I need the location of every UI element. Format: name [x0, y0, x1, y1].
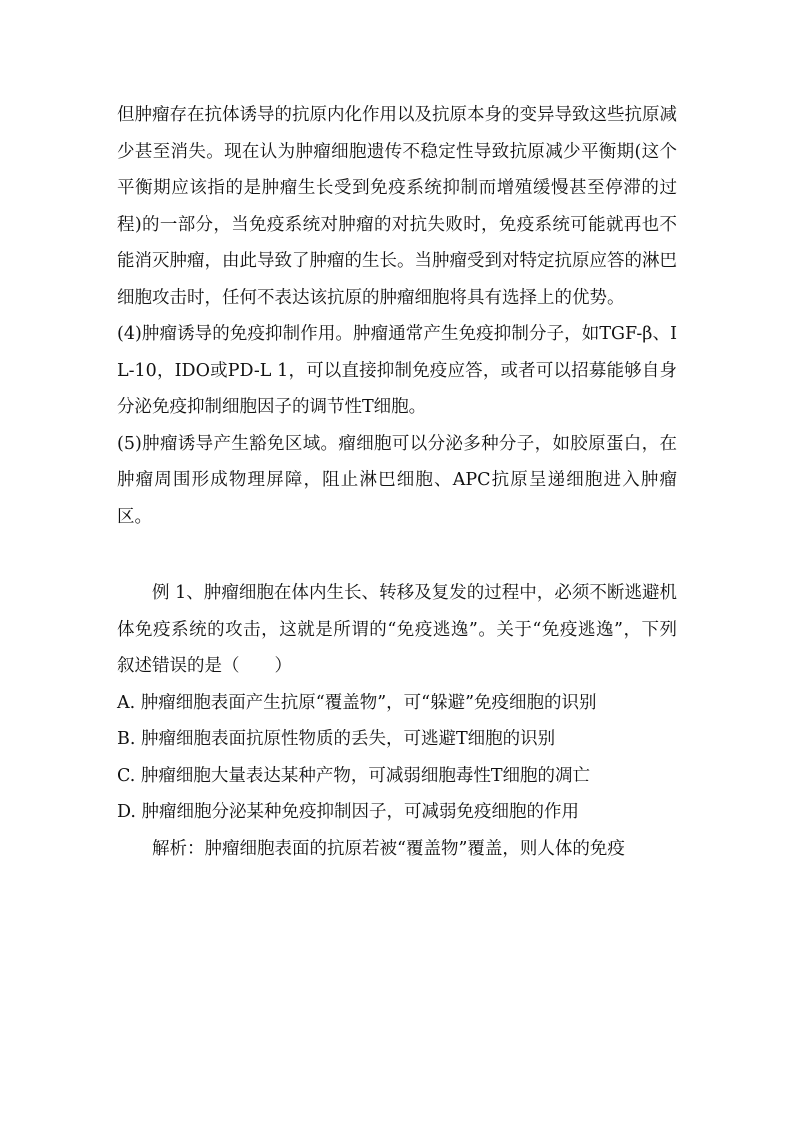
example-question: 例 1、肿瘤细胞在体内生长、转移及复发的过程中，必须不断逃避机体免疫系统的攻击，这就是所谓的“免疫逃逸”。关于“免疫逃逸”，下列叙述错误的是（ ）	[117, 583, 677, 676]
option-d: D. 肿瘤细胞分泌某种免疫抑制因子，可减弱免疫细胞的作用	[117, 802, 580, 822]
option-a: A. 肿瘤细胞表面产生抗原“覆盖物”，可“躲避”免疫细胞的识别	[117, 692, 597, 713]
paragraph-immunosuppression: (4)肿瘤诱导的免疫抑制作用。肿瘤通常产生免疫抑制分子，如TGF-β、IL-10，IDO或PD-L 1，可以直接抑制免疫应答，或者可以招募能够自身分泌免疫抑制细胞因子的调节性T细胞。	[117, 324, 677, 417]
document-page	[117, 97, 677, 867]
paragraph-antigen-loss: 但肿瘤存在抗体诱导的抗原内化作用以及抗原本身的变异导致这些抗原减少甚至消失。现在认为肿瘤细胞遗传不稳定性导致抗原减少平衡期(这个平衡期应该指的是肿瘤生长受到免疫系统抑制而增殖缓慢甚至停滞的过程)的一部分，当免疫系统对肿瘤的对抗失败时，免疫系统可能就再也不能消灭肿瘤，由此导致了肿瘤的生长。当肿瘤受到对特定抗原应答的淋巴细胞攻击时，任何不表达该抗原的肿瘤细胞将具有选择上的优势。	[117, 105, 677, 308]
option-b: B. 肿瘤细胞表面抗原性物质的丢失，可逃避T细胞的识别	[117, 729, 556, 749]
paragraph-immune-privilege: (5)肿瘤诱导产生豁免区域。瘤细胞可以分泌多种分子，如胶原蛋白，在肿瘤周围形成物理屏障，阻止淋巴细胞、APC抗原呈递细胞进入肿瘤区。	[117, 433, 677, 527]
section-spacer	[117, 535, 677, 575]
option-c: C. 肿瘤细胞大量表达某种产物，可减弱细胞毒性T细胞的凋亡	[117, 765, 591, 786]
analysis-text: 解析：肿瘤细胞表面的抗原若被“覆盖物”覆盖，则人体的免疫	[152, 838, 625, 859]
